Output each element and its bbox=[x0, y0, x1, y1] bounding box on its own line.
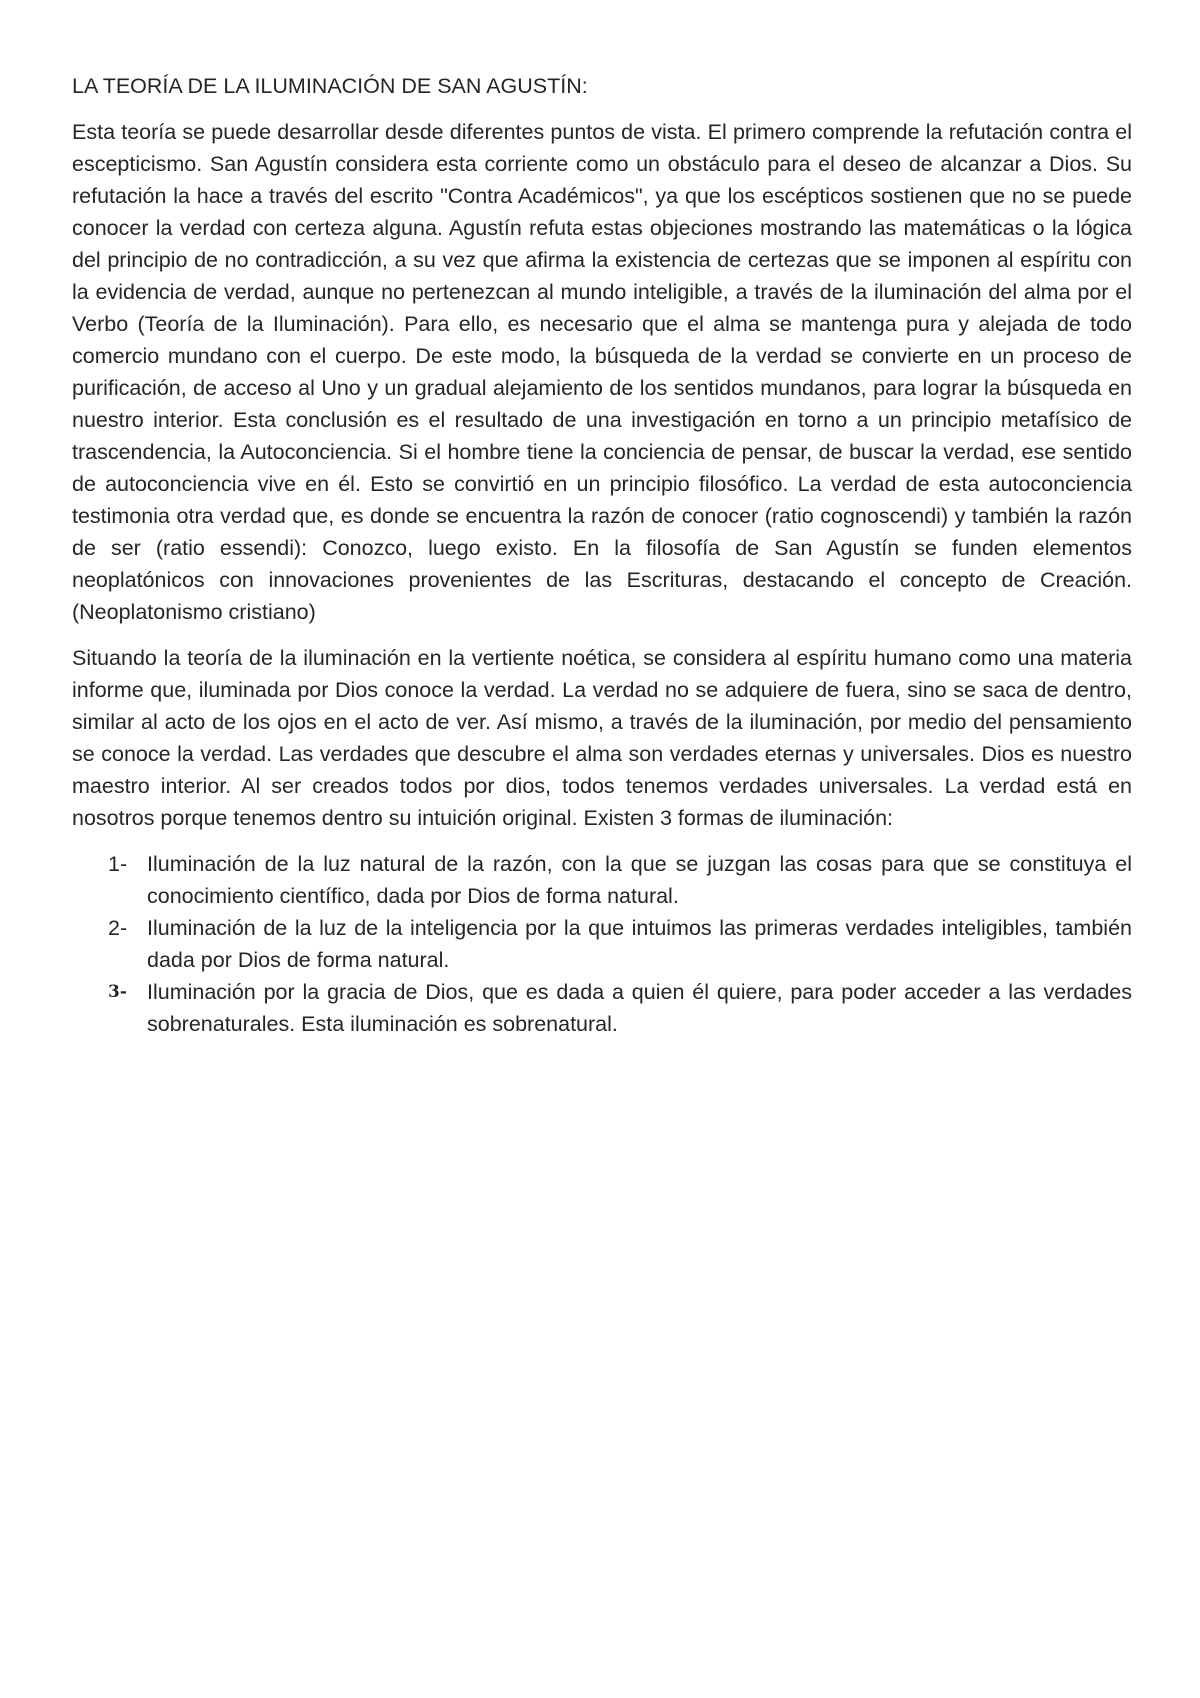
list-item bbox=[72, 848, 1132, 912]
list-item bbox=[72, 976, 1132, 1040]
list-item bbox=[72, 912, 1132, 976]
list-text: Iluminación de la luz de la inteligencia por la que intuimos las primeras verdades inteligibles, también dada por Dios de forma natural. bbox=[147, 916, 1132, 972]
document-title: LA TEORÍA DE LA ILUMINACIÓN DE SAN AGUSTÍN: bbox=[72, 74, 588, 98]
list-number: 2- bbox=[108, 916, 128, 940]
list-text: Iluminación de la luz natural de la razón, con la que se juzgan las cosas para que se constituya el conocimiento científico, dada por Dios de forma natural. bbox=[147, 852, 1132, 908]
list-text: Iluminación por la gracia de Dios, que es dada a quien él quiere, para poder acceder a las verdades sobrenaturales. Esta iluminación es sobrenatural. bbox=[147, 980, 1132, 1036]
illumination-list bbox=[72, 848, 1132, 1040]
list-number: 3- bbox=[108, 982, 127, 1002]
paragraph-1: Esta teoría se puede desarrollar desde diferentes puntos de vista. El primero comprende la refutación contra el escepticismo. San Agustín considera esta corriente como un obstáculo para el deseo de alcanzar a Dios. Su refutación la hace a través del escrito "Contra Académicos", ya que los escépticos sostienen que no se puede conocer la verdad con certeza alguna. Agustín refuta estas objeciones mostrando las matemáticas o la lógica del principio de no contradicción, a su vez que afirma la existencia de certezas que se imponen al espíritu con la evidencia de verdad, aunque no pertenezcan al mundo inteligible, a través de la iluminación del alma por el Verbo (Teoría de la Iluminación). Para ello, es necesario que el alma se mantenga pura y alejada de todo comercio mundano con el cuerpo. De este modo, la búsqueda de la verdad se convierte en un proceso de purificación, de acceso al Uno y un gradual alejamiento de los sentidos mundanos, para lograr la búsqueda en nuestro interior. Esta conclusión es el resultado de una investigación en torno a un principio metafísico de trascendencia, la Autoconciencia. Si el hombre tiene la conciencia de pensar, de buscar la verdad, ese sentido de autoconciencia vive en él. Esto se convirtió en un principio filosófico. La verdad de esta autoconciencia testimonia otra verdad que, es donde se encuentra la razón de conocer (ratio cognoscendi) y también la razón de ser (ratio essendi): Conozco, luego existo. En la filosofía de San Agustín se funden elementos neoplatónicos con innovaciones provenientes de las Escrituras, destacando el concepto de Creación. (Neoplatonismo cristiano) bbox=[72, 120, 1132, 624]
paragraph-2: Situando la teoría de la iluminación en la vertiente noética, se considera al espíritu humano como una materia informe que, iluminada por Dios conoce la verdad. La verdad no se adquiere de fuera, sino se saca de dentro, similar al acto de los ojos en el acto de ver. Así mismo, a través de la iluminación, por medio del pensamiento se conoce la verdad. Las verdades que descubre el alma son verdades eternas y universales. Dios es nuestro maestro interior. Al ser creados todos por dios, todos tenemos verdades universales. La verdad está en nosotros porque tenemos dentro su intuición original. Existen 3 formas de iluminación: bbox=[72, 646, 1132, 830]
list-number: 1- bbox=[108, 852, 128, 876]
document-page bbox=[72, 70, 1132, 1040]
